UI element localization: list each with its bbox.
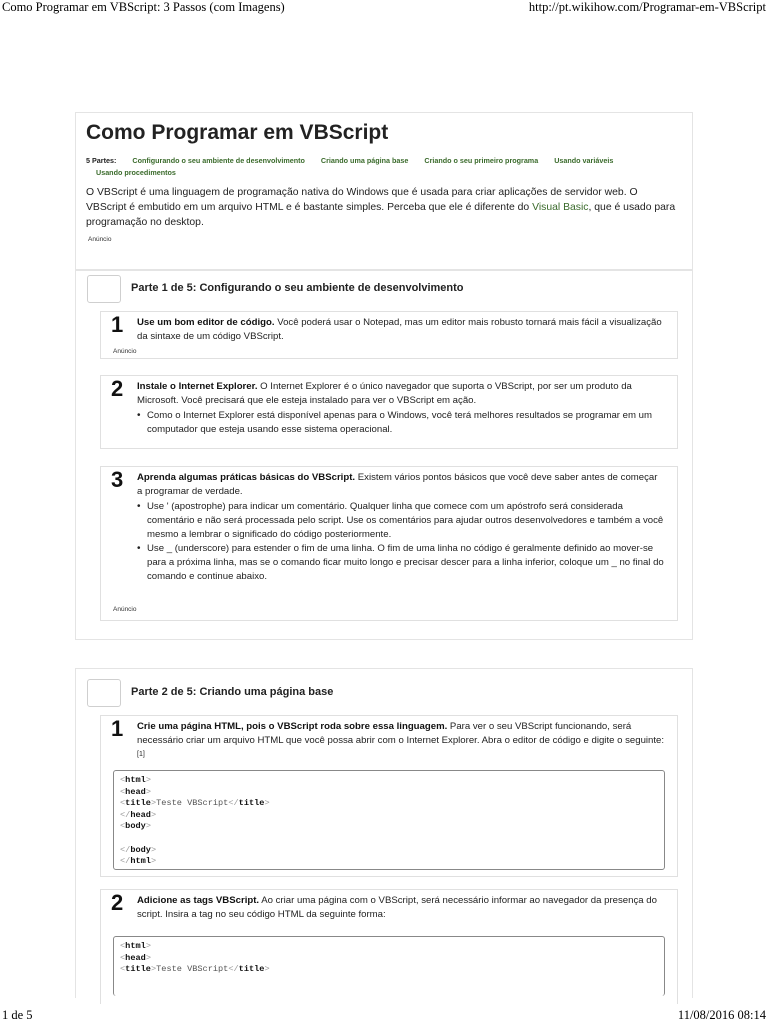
code-line: </head> [120, 809, 157, 820]
part-link-2[interactable]: Criando uma página base [320, 156, 409, 165]
bullet-item: • Use ' (apostrophe) para indicar um comentário. Qualquer linha que comece com um apóstrofo será considerada comentário e não será processada pelo script. Use os comentários para ajudar outros desenvolvedores e também a você mesmo a lembrar o significado do código posteriormente. [147, 500, 665, 542]
step-bold: Adicione as tags VBScript. [137, 895, 260, 906]
step-1-1 [100, 311, 678, 359]
ad-label: Anúncio [113, 348, 137, 355]
code-block-html-vbscript [113, 936, 665, 996]
ad-label: Anúncio [88, 236, 112, 243]
code-line: <html> [120, 941, 151, 951]
part-1-card [75, 270, 693, 640]
print-page-number: 1 de 5 [2, 1008, 33, 1022]
part-link-1[interactable]: Configurando o seu ambiente de desenvolvimento [132, 156, 305, 165]
step-text [137, 894, 665, 922]
article-intro-card [75, 112, 693, 270]
part-link-4[interactable]: Usando variáveis [554, 156, 614, 165]
reference-link[interactable]: [1] [137, 751, 145, 758]
print-header [0, 0, 768, 18]
step-bold: Use um bom editor de código. [137, 317, 275, 328]
step-number: 1 [111, 716, 124, 741]
step-body: O Internet Explorer é o único navegador que suporta o VBScript, por ser um produto da Microsoft. Você precisará que ele esteja instalado para ver o VBScript em ação. [137, 381, 632, 406]
visual-basic-link[interactable]: Visual Basic [532, 202, 589, 213]
step-bold: Crie uma página HTML, pois o VBScript roda sobre essa linguagem. [137, 721, 448, 732]
part-link-5[interactable]: Usando procedimentos [96, 168, 176, 177]
step-bullets [137, 500, 665, 584]
part-1-header [87, 275, 677, 305]
parts-label: 5 Partes: [86, 156, 117, 165]
ad-label: Anúncio [113, 606, 137, 613]
step-body: Para ver o seu VBScript funcionando, será necessário criar um arquivo HTML que você possa abrir com o Internet Explorer. Abra o editor de código e digite o seguinte: [137, 721, 665, 746]
code-line: </body> [120, 844, 157, 855]
step-text [137, 720, 665, 765]
step-text [137, 380, 665, 437]
part-checkbox [87, 679, 121, 707]
part-2-header [87, 679, 677, 709]
code-line [120, 833, 664, 845]
part-1-title: Parte 1 de 5: Configurando o seu ambiente de desenvolvimento [131, 282, 464, 294]
parts-navigation [86, 155, 676, 179]
bullet-item: • Use _ (underscore) para estender o fim de uma linha. O fim de uma linha no código é geralmente definido ao mover-se para a próxima linha, mas se o comando ficar muito longo e precisar descer para a linha inferior, coloque um _ no final do comando e continue abaixo. [147, 542, 665, 584]
code-line: <title>Teste VBScript</title> [120, 964, 270, 975]
print-datetime: 11/08/2016 08:14 [677, 1008, 766, 1022]
step-number: 2 [111, 376, 124, 401]
step-number: 2 [111, 890, 124, 915]
code-line: <head> [120, 952, 151, 963]
step-1-3 [100, 466, 678, 621]
step-2-2 [100, 889, 678, 1004]
part-link-3[interactable]: Criando o seu primeiro programa [424, 156, 539, 165]
intro-paragraph [86, 185, 676, 230]
step-number: 3 [111, 467, 124, 492]
step-body: Existem vários pontos básicos que você deve saber antes de começar a programar de verdade. [137, 472, 658, 497]
bullet-item: • Como o Internet Explorer está disponível apenas para o Windows, você terá melhores resultados se programar em um computador que esteja usando esse sistema operacional. [147, 409, 665, 437]
part-2-card [75, 668, 693, 998]
step-number: 1 [111, 312, 124, 337]
print-footer [0, 1008, 768, 1024]
step-bullets [137, 409, 665, 437]
step-text [137, 316, 665, 344]
step-1-2 [100, 375, 678, 449]
part-checkbox [87, 275, 121, 303]
intro-text-1: O VBScript é uma linguagem de programação nativa do Windows que é usada para criar aplicações de servidor web. O VBScript é embutido em um arquivo HTML e é bastante simples. Perceba que ele é diferente do [86, 187, 638, 213]
step-text [137, 471, 665, 584]
step-body: Ao criar uma página com o VBScript, será necessário informar ao navegador da presença do script. Insira a tag no seu código HTML da seguinte forma: [137, 895, 657, 920]
article-title: Como Programar em VBScript [86, 121, 389, 144]
code-block-html-base [113, 770, 665, 870]
intro-text-2: , que é usado para programação no desktop. [86, 202, 676, 228]
part-2-title: Parte 2 de 5: Criando uma página base [131, 686, 334, 698]
step-bold: Instale o Internet Explorer. [137, 381, 258, 392]
step-2-1 [100, 715, 678, 877]
step-body: Você poderá usar o Notepad, mas um editor mais robusto tornará mais fácil a visualização da sintaxe de um código VBScript. [137, 317, 662, 342]
code-line: <html> [120, 775, 151, 785]
code-line: <head> [120, 786, 151, 797]
step-bold: Aprenda algumas práticas básicas do VBScript. [137, 472, 356, 483]
print-page-title: Como Programar em VBScript: 3 Passos (com Imagens) [2, 0, 285, 14]
code-line: <title>Teste VBScript</title> [120, 798, 270, 809]
code-line: <body> [120, 821, 151, 832]
print-url: http://pt.wikihow.com/Programar-em-VBScript [528, 0, 766, 14]
code-line: </html> [120, 856, 157, 867]
